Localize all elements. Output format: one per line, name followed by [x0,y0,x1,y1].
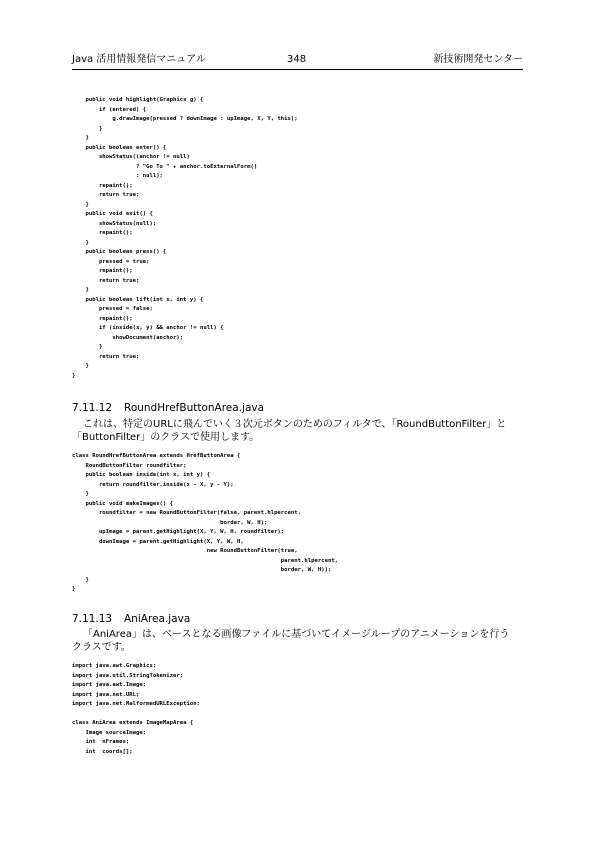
section-description-aniarea [72,629,527,654]
header-page-number: 348 [287,54,307,65]
section-number: 7.11.12 [72,402,113,414]
paragraph-line: これは、特定のURLに飛んでいく３次元ボタンのためのフィルタで、「RoundButtonFilter」と [83,419,507,430]
section-heading-roundhrefbuttonarea [72,401,264,415]
paragraph-line: クラスです。 [72,641,131,653]
section-title: RoundHrefButtonArea.java [124,402,265,414]
code-block-imagemap-methods: public void highlight(Graphics g) { if (entered) { g.drawImage(pressed ? downImage : upImage, X, Y, this); } } public boolean enter() { showStatus((anchor != null) ? "Go To " + anchor.toExternalForm() : null); repaint(); return true; } public void exit() { showStatus(null); repaint(); } public boolean press() { pressed = true; repaint(); return true; } public boolean lift(int x, int y) { pressed = false; repaint(); if (inside(x, y) && anchor != null) { showDocument(anchor); } return true; } } [72,97,298,379]
code-block-roundhrefbuttonarea: class RoundHrefButtonArea extends HrefButtonArea { RoundButtonFilter roundfilter; public boolean inside(int x, int y) { return roundfilter.inside(x - X, y - Y); } public void makeImages() { roundfilter = new RoundButtonFilter(false, parent.hlpercent, border, W, H); upImage = parent.getHighlight(X, Y, W, H, roundfilter); downImage = parent.getHighlight(X, Y, W, H, new RoundButtonFilter(true, parent.hlpercent, border, W, H)); } } [72,453,339,592]
header-organization: 新技術開発センター [433,54,523,65]
code-block-aniarea: import java.awt.Graphics; import java.util.StringTokenizer; import java.awt.Image; import java.net.URL; import java.net.MalformedURLException; class AniArea extends ImageMapArea { Image sourceImage; int nFrames; int coords[]; [72,663,200,755]
section-number: 7.11.13 [72,613,113,625]
section-heading-aniarea [72,612,190,626]
section-title: AniArea.java [124,613,191,625]
header-manual-title: Java 活用情報発信マニュアル [72,54,206,65]
page-header [72,53,523,69]
header-divider [72,69,523,70]
paragraph-line: 「ButtonFilter」のクラスで使用します。 [72,431,260,443]
section-description-roundhrefbuttonarea [72,419,527,444]
paragraph-line: 「AniArea」は、ベースとなる画像ファイルに基づいてイメージループのアニメーションを行う [83,629,510,640]
